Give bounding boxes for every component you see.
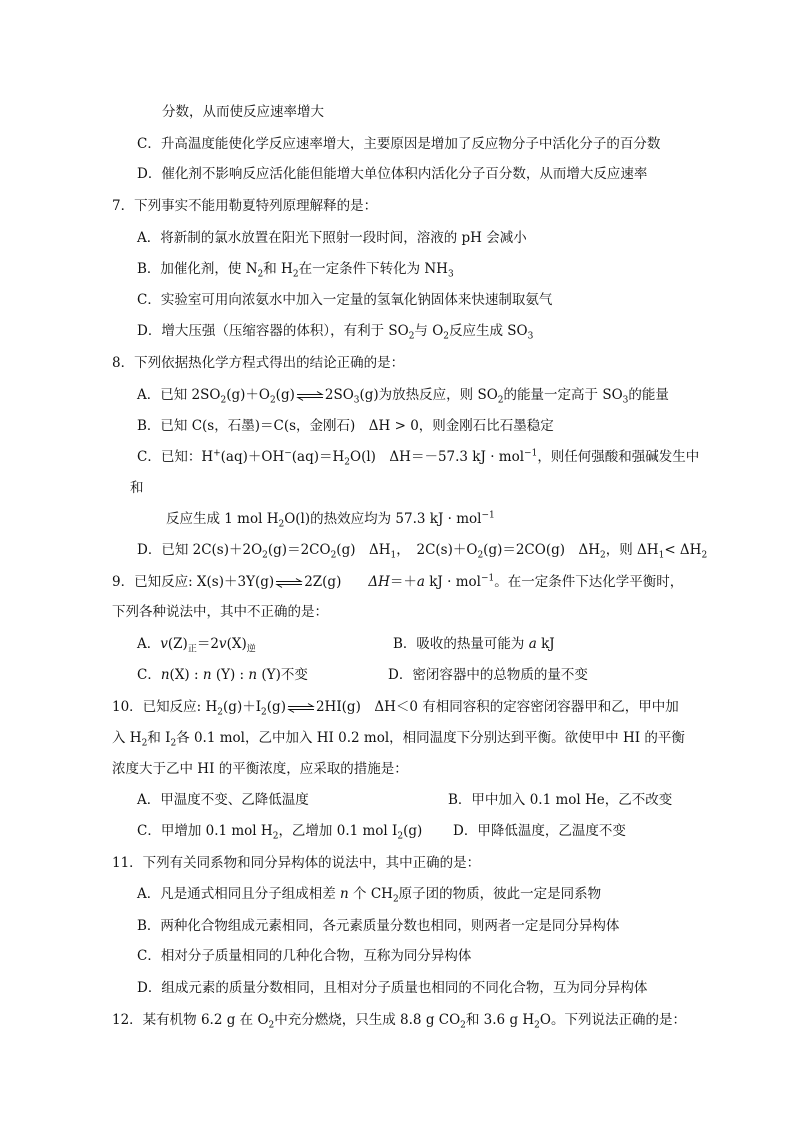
option-10c: C．甲增加 0.1 mol $H_2$，乙增加 0.1 mol $I_2(g)$ <box>137 823 423 842</box>
question-7: 7．下列事实不能用勒夏特列原理解释的是： <box>112 198 378 214</box>
option-7c: C．实验室可用向浓氨水中加入一定量的氢氧化钠固体来快速制取氨气 <box>137 292 553 308</box>
question-8: 8．下列依据热化学方程式得出的结论正确的是： <box>112 355 405 371</box>
option-6c: C．升高温度能使化学反应速率增大，主要原因是增加了反应物分子中活化分子的百分数 <box>137 136 661 152</box>
option-7a: A．将新制的氯水放置在阳光下照射一段时间，溶液的 pH 会减小 <box>137 230 527 246</box>
option-10d: D．甲降低温度，乙温度不变 <box>453 823 626 839</box>
option-9a: A．$v(Z)_正=2v(X)_逆$ <box>137 636 256 655</box>
equilibrium-arrow-icon <box>296 391 324 401</box>
option-6d: D．催化剂不影响反应活化能但能增大单位体积内活化分子百分数，从而增大反应速率 <box>137 166 648 182</box>
option-8d: D．已知 $2C(s)+2O_2(g)=2CO_2(g)$ $\Delta H_1$， $2C(s)+O_2(g)=2CO(g)$ $\Delta H_2$，则 $\Delta H_1< \Delta H_2$ <box>137 542 708 561</box>
text-line: 分数，从而使反应速率增大 <box>162 104 324 120</box>
option-8b: B．已知 C(s，石墨)＝C(s，金刚石) ΔH > 0，则金刚石比石墨稳定 <box>137 418 554 434</box>
option-11a: A．凡是通式相同且分子组成相差 n 个 $CH_2$原子团的物质，彼此一定是同系物 <box>137 886 602 905</box>
option-11c: C．相对分子质量相同的几种化合物，互称为同分异构体 <box>137 948 472 964</box>
option-8a: A．已知 $2SO_2(g)+O_2(g)$ $2SO_3(g)$为放热反应，则 $SO_2$的能量一定高于 $SO_3$的能量 <box>137 387 669 406</box>
equilibrium-arrow-icon <box>275 578 303 588</box>
question-10: 10．已知反应: $H_2(g)+I_2(g)$ 2HI(g) ΔH＜0 有相同容积的定容密闭容器甲和乙，甲中加 <box>112 699 679 718</box>
text-line: 入 $H_2$和 $I_2$各 0.1 mol，乙中加入 HI 0.2 mol，相同温度下分别达到平衡。欲使甲中 HI 的平衡 <box>112 730 685 749</box>
text-line: 下列各种说法中，其中不正确的是： <box>112 604 328 620</box>
option-10b: B．甲中加入 0.1 mol He，乙不改变 <box>448 792 673 808</box>
option-9c: C．n(X) : n (Y) : n (Y)不变 <box>137 667 308 683</box>
option-10a: A．甲温度不变、乙降低温度 <box>137 792 309 808</box>
equilibrium-arrow-icon <box>287 703 315 713</box>
question-12: 12．某有机物 6.2 g 在 $O_2$中充分燃烧，只生成 8.8 g $CO_2$和 3.6 g $H_2O$。下列说法正确的是： <box>112 1012 686 1031</box>
option-8c: C．已知：$H^+(aq)+OH^-(aq)=H_2O(l)$ ΔH＝－57.3 kJ · mol$^{-1}$，则任何强酸和强碱发生中 <box>137 448 700 468</box>
text-line: 和 <box>130 480 144 496</box>
option-11b: B．两种化合物组成元素相同，各元素质量分数也相同，则两者一定是同分异构体 <box>137 918 620 934</box>
text-line: 反应生成 1 mol $H_2O(l)$的热效应均为 57.3 kJ · mol$^{-1}$ <box>166 510 495 530</box>
question-9: 9．已知反应: X(s)＋3Y(g) 2Z(g) ΔH＝＋a kJ · mol$^{-1}$。在一定条件下达化学平衡时， <box>112 573 684 590</box>
option-9d: D．密闭容器中的总物质的量不变 <box>388 667 588 683</box>
question-11: 11．下列有关同系物和同分异构体的说法中，其中正确的是： <box>112 855 481 871</box>
option-9b: B．吸收的热量可能为 a kJ <box>393 636 555 652</box>
option-7d: D．增大压强（压缩容器的体积），有利于 $SO_2$与 $O_2$反应生成 $SO_3$ <box>137 323 534 342</box>
text-line: 浓度大于乙中 HI 的平衡浓度，应采取的措施是： <box>112 761 408 777</box>
option-7b: B．加催化剂，使 $N_2$和 $H_2$在一定条件下转化为 $NH_3$ <box>137 261 454 280</box>
option-11d: D．组成元素的质量分数相同，且相对分子质量也相同的不同化合物，互为同分异构体 <box>137 980 648 996</box>
